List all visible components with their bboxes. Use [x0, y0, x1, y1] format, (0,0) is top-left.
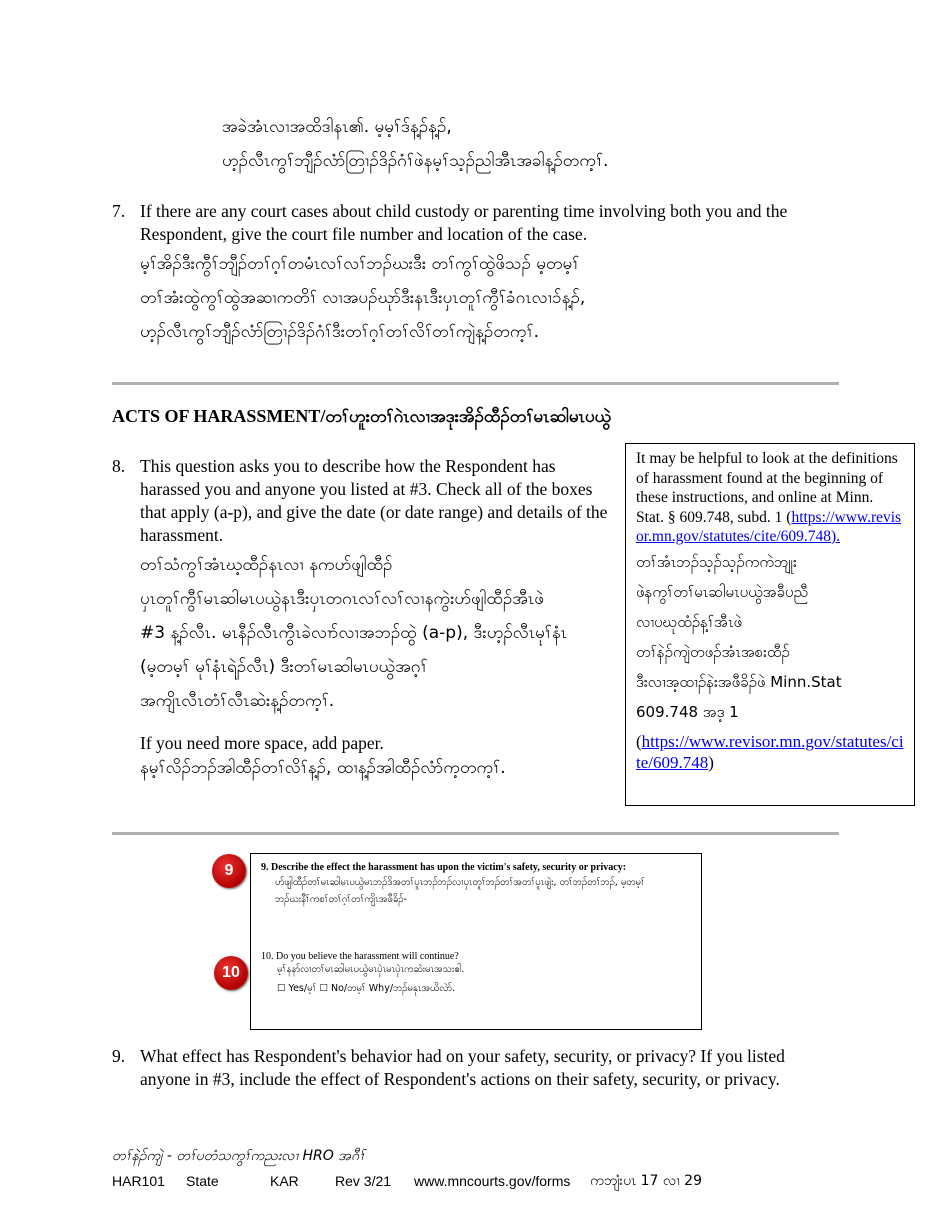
- footer-title: တၢ်နဲၣ်ကျဲ - တၢ်ပတံသကွၢ်ကညးလၢ HRO အဂီၢ်: [112, 1148, 365, 1164]
- item-9-english: What effect has Respondent's behavior had on your safety, security, or privacy? If you listed anyone in #3, include the effect of Respondent's actions on their safety, security, or privacy.: [140, 1046, 785, 1089]
- paren-close: ): [708, 752, 714, 772]
- item-8-english: This question asks you to describe how the Respondent has harassed you and anyone you listed at #3. Check all of the boxes that apply (a-p), and give the date (or date range) and details of the harassment.: [140, 456, 608, 545]
- item-8-karen: [140, 548, 610, 718]
- karen-text-line: (မ့တမ့ၢ် မုၢ်နံၤရဲၣ်လီၤ) ဒီးတၢ်မၤဆါမၤပယွဲအဂ့ၢ်: [140, 657, 428, 677]
- item-8: [140, 455, 610, 781]
- karen-text-line: ဒီးလၢအ့ထၢၣ်နဲးအဖီခိၣ်ဖဲ Minn.Stat: [636, 672, 842, 691]
- karen-text-line: 609.748 အဒ့ 1: [636, 702, 739, 721]
- karen-text-line: ဟ့ၣ်လီၤကွၢ်ဘျီၣ်လံာ်တြၢၣ်ဒိၣ်ဂံၢ်ဒီးတၢ်ဂ့ၢ်တၢ်လိၢ်တၢ်ကျဲန့ၣ်တက့ၢ်.: [140, 322, 539, 342]
- divider: [112, 382, 839, 385]
- sidebox-english: [636, 449, 904, 547]
- karen-text-line: #3 န့ၣ်လီၤ. မၤနီၣ်လီၤကွီၤခဲလၢာ်လၢအဘၣ်ထွဲ (a-p), ဒီးဟ့ၣ်လီၤမုၢ်နံၤ: [140, 623, 568, 643]
- footer-page: ကဘျံးပၤ 17 လၢ 29: [590, 1173, 702, 1189]
- karen-text-line: ဘၣ်ဃးနီၢ်ကစၢ်တၢ်ဂ့ၢ်တၢ်ကျိၤအဖီခိၣ်-: [275, 894, 407, 905]
- sidebox-link2-wrap: [636, 731, 904, 773]
- example-q10-options: ☐ Yes/မ့ၢ် ☐ No/တမ့ၢ် Why/ဘၣ်မနုၤအယိလဲာ်.: [277, 983, 456, 994]
- top-continuation: [222, 110, 608, 178]
- karen-text-line: ပှၤတူၢ်ကွီၢ်မၤဆါမၤပယွဲနၤဒီးပှၤတဂၤလၢ်လၢ်လၢနကွဲးဟ်ဖျါထီၣ်အီၤဖဲ: [140, 589, 544, 609]
- paren-open: (: [636, 731, 642, 751]
- section-heading-english: ACTS OF HARASSMENT/: [112, 406, 326, 426]
- sidebox-karen: [636, 547, 904, 727]
- footer-form-id: HAR101: [112, 1173, 165, 1189]
- karen-text-line: မ့ၢ်အိၣ်ဒီးကွီၢ်ဘျီၣ်တၢ်ဂ့ၢ်တမံၤလၢ်လၢ်ဘၣ်ဃးဒီး တၢ်ကွၢ်ထွဲဖိသၣ် မ့တမ့ၢ်: [140, 254, 580, 274]
- more-space-karen: နမ့ၢ်လိၣ်ဘၣ်အါထီၣ်တၢ်လိၢ်န့ၣ်, ထၢန့ၣ်အါထီၣ်လံာ်က့တက့ၢ်.: [140, 758, 506, 778]
- step-10-badge: 10: [214, 956, 248, 990]
- section-heading-karen: တၢ်ဟူးတၢ်ဂဲၤလၢအဒုးအိၣ်ထီၣ်တၢ်မၤဆါမၤပယွဲ: [325, 407, 612, 427]
- statute-link-2[interactable]: https://www.revisor.mn.gov/statutes/cite/609.748: [636, 731, 904, 772]
- footer-state: State: [186, 1173, 219, 1189]
- section-heading: [112, 406, 611, 431]
- item-9-number: 9.: [112, 1046, 126, 1066]
- item-7-english: If there are any court cases about child custody or parenting time involving both you and the Respondent, give the court file number and location of the case.: [140, 201, 788, 244]
- example-form-image: [250, 853, 702, 1030]
- example-q9-english: 9. Describe the effect the harassment has upon the victim's safety, security or privacy:: [261, 862, 627, 873]
- more-space-english: If you need more space, add paper.: [140, 733, 384, 753]
- example-q10-karen-wrap: [261, 963, 691, 997]
- item-7-number: 7.: [112, 201, 126, 221]
- item-8-number: 8.: [112, 456, 126, 476]
- karen-text-line: ဟ်ဖျါထီၣ်တၢ်မၤဆါမၤပယွဲမၤဘၣ်ဒိအတၢ်ပူၤဘၣ်ဘၣ်လၢပှၤတူၢ်ဘၣ်တၢ်အတၢ်ပူၤဖျဲး, တၢ်ဘၣ်တၢ်ဘၣ်, မ့တမ့ၢ်: [275, 877, 645, 888]
- harassment-definition-box: [625, 443, 915, 806]
- sidebox-english-text: It may be helpful to look at the definitions of harassment found at the beginning of these instructions, and online at Minn. Stat. § 609.748, subd. 1 (: [636, 450, 898, 526]
- karen-text-line: အကျိၤလီၤတံၢ်လီၤဆဲးန့ၣ်တက့ၢ်.: [140, 691, 335, 711]
- footer-revision: Rev 3/21: [335, 1173, 392, 1189]
- statute-link[interactable]: https://www.revisor.mn.gov/statutes/cite/609.748).: [636, 508, 902, 545]
- item-7-karen: [140, 247, 830, 349]
- karen-text-line: တၢ်နဲၣ်ကျဲတဖၣ်အံၤအစးထီၣ်: [636, 642, 790, 661]
- karen-text-line: တၢ်သံကွၢ်အံၤဃ့ထီၣ်နၤလၢ နကဟ်ဖျါထီၣ်: [140, 555, 393, 575]
- example-q10-karen: မ့ၢ်နနာ်လၢတၢ်မၤဆါမၤပယွဲမၤပှဲၤမၤပှဲၤကဆဲးမၤအသးဧါ.: [277, 964, 465, 975]
- karen-text-line: လၢပဃုထံၣ်န့ၢ်အီၤဖဲ: [636, 612, 743, 631]
- example-q9-karen: [261, 874, 691, 908]
- example-q10-english: 10. Do you believe the harassment will continue?: [261, 951, 459, 962]
- karen-text-line: အခဲအံၤလၢအထိဒါနၤ၏. မ့မ့ၢ်ဒ်န့ၣ်န့ၣ်,: [222, 117, 452, 137]
- karen-text-line: ဟ့ၣ်လီၤကွၢ်ဘျီၣ်လံာ်တြၢၣ်ဒိၣ်ဂံၢ်ဖဲနမ့ၢ်သ့ၣ်ညါအီၤအခါန့ၣ်တက့ၢ်.: [222, 151, 609, 171]
- step-9-badge: 9: [212, 854, 246, 888]
- karen-text-line: ဖဲနကွၢ်တၢ်မၤဆါမၤပယွဲအခီပညီ: [636, 582, 808, 601]
- karen-text-line: တၢ်အံးထွဲကွၢ်ထွဲအဆၢကတိၢ် လၢအပၣ်ဃုာ်ဒီးနၤဒီးပှၤတူၢ်ကွီၢ်ခံဂၤလၢၥ်န့ၣ်,: [140, 288, 586, 308]
- karen-text-line: တၢ်အံၤဘၣ်သ့ၣ်သ့ၣ်ကကဲဘျုး: [636, 552, 797, 571]
- item-7: [140, 200, 830, 349]
- footer-language: KAR: [270, 1173, 299, 1189]
- footer-url[interactable]: www.mncourts.gov/forms: [414, 1173, 571, 1189]
- divider: [112, 832, 839, 835]
